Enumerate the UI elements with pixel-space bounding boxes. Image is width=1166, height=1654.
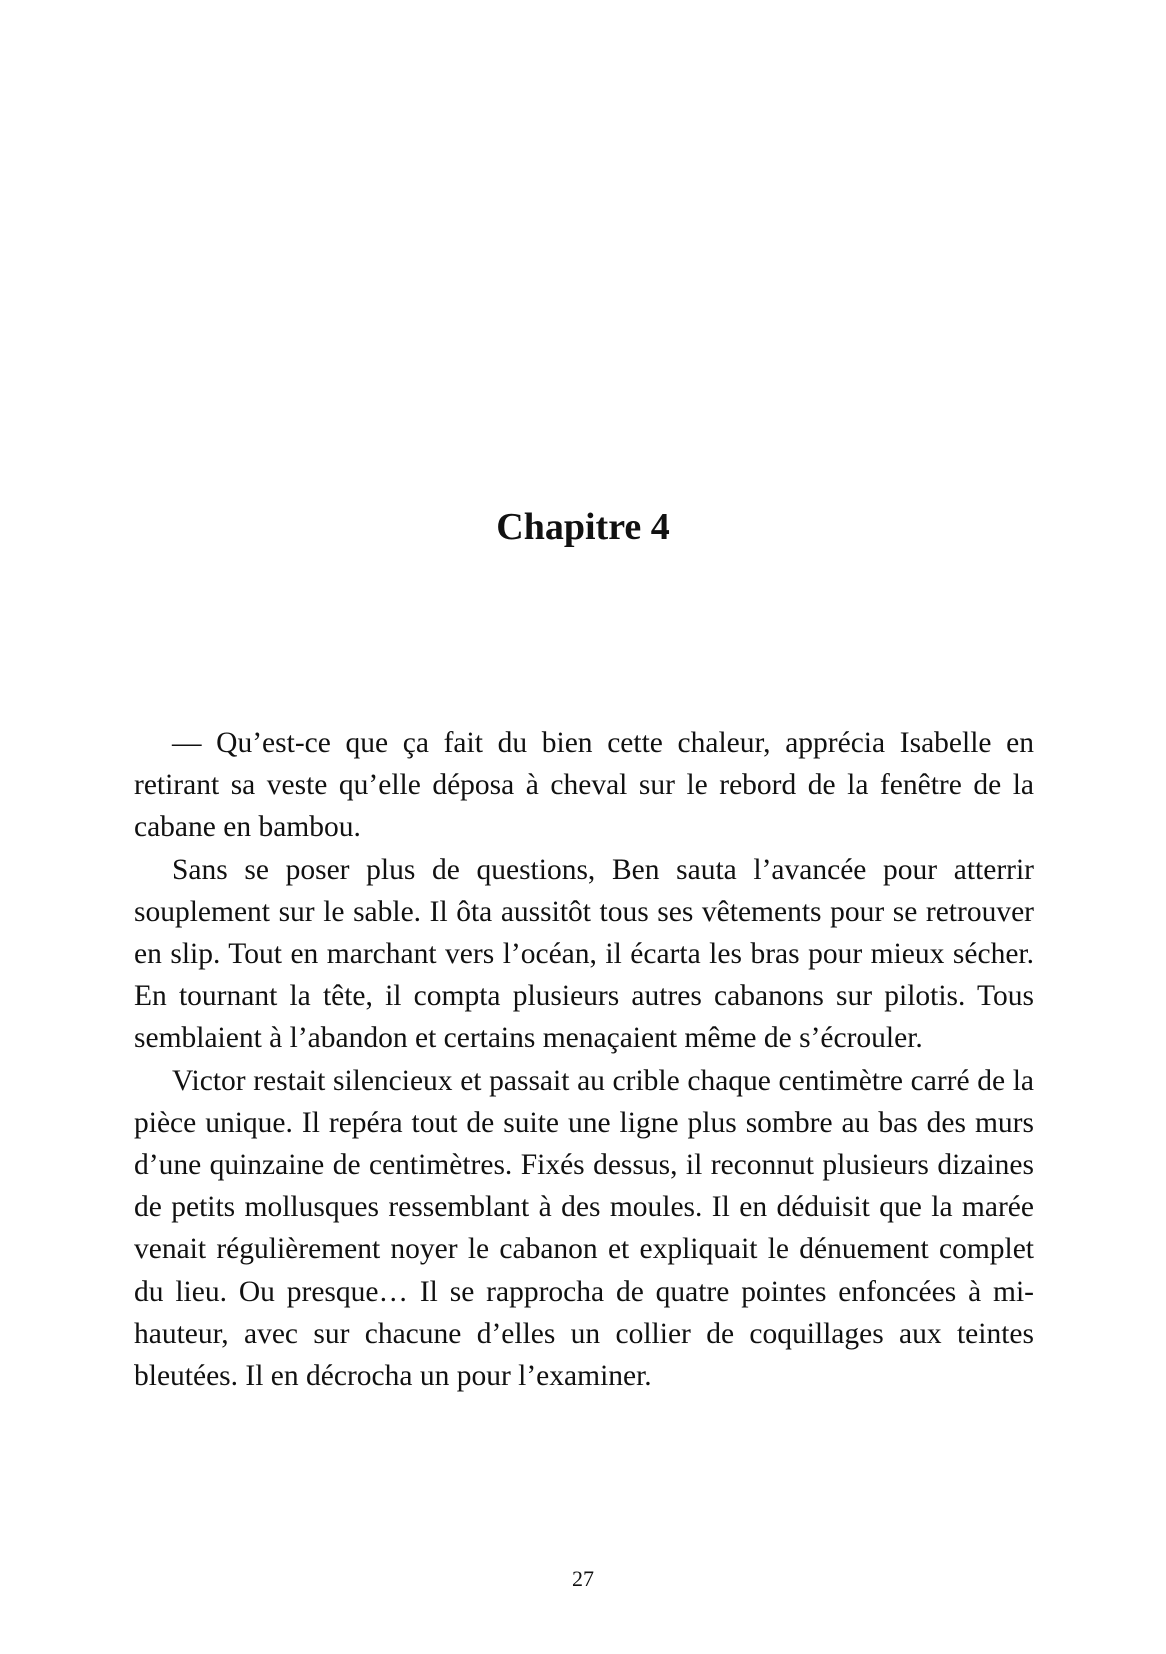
paragraph-3: Victor restait silencieux et passait au crible chaque centimètre carré de la pièce unique. Il repéra tout de suite une ligne plus sombre au bas des murs d’une quinzaine de centimètres. Fixés dessus, il reconnut plusieurs dizaines de petits mollusques ressemblant à des moules. Il en déduisit que la marée venait régulièrement noyer le cabanon et expliquait le dénuement complet du lieu. Ou presque… Il se rapprocha de quatre pointes enfoncées à mi-hauteur, avec sur chacune d’elles un collier de coquillages aux teintes bleutées. Il en décrocha un pour l’examiner. <box>134 1064 1034 1393</box>
paragraph-1: — Qu’est-ce que ça fait du bien cette chaleur, apprécia Isabelle en retirant sa veste qu’elle déposa à cheval sur le rebord de la fenêtre de la cabane en bambou. <box>134 727 1034 844</box>
chapter-title: Chapitre 4 <box>496 506 670 548</box>
chapter-body <box>134 722 1034 1397</box>
paragraph-2: Sans se poser plus de questions, Ben sauta l’avancée pour atterrir souplement sur le sable. Il ôta aussitôt tous ses vêtements pour se retrouver en slip. Tout en marchant vers l’océan, il écarta les bras pour mieux sécher. En tournant la tête, il compta plusieurs autres cabanons sur pilotis. Tous semblaient à l’abandon et certains menaçaient même de s’écrouler. <box>134 853 1034 1055</box>
page-number: 27 <box>572 1566 594 1591</box>
